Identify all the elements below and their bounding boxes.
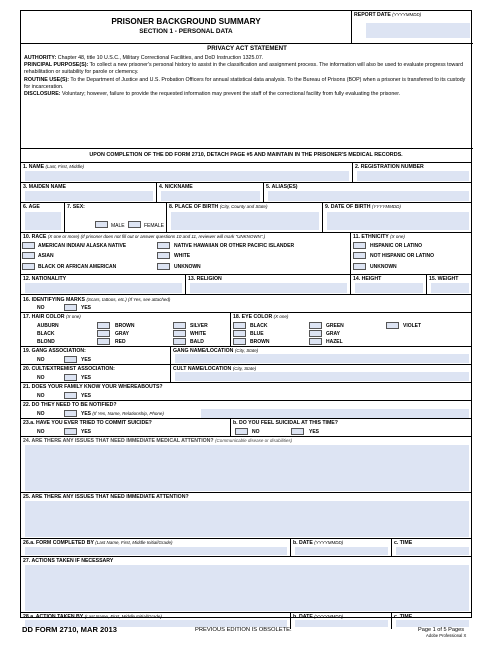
eye-violet-checkbox[interactable] bbox=[386, 322, 399, 329]
alias-input[interactable] bbox=[268, 191, 469, 201]
height-cell: 14. HEIGHT bbox=[351, 275, 427, 294]
completed-time-input[interactable] bbox=[396, 547, 469, 555]
birthplace-input[interactable] bbox=[171, 212, 319, 230]
nickname-input[interactable] bbox=[161, 191, 260, 201]
page-number: Page 1 of 5 Pages bbox=[418, 627, 465, 633]
actions-taken-input[interactable] bbox=[25, 565, 469, 611]
row-gang bbox=[21, 347, 471, 365]
ethnicity-cell: 11. ETHNICITY (X one) HISPANIC OR LATINO NOT HISPANIC OR LATINO UNKNOWN bbox=[353, 234, 434, 270]
authority-text: AUTHORITY: Chapter 48, title 10 U.S.C., Military Correctional Facilities, and DoD Instruction 1325.07. bbox=[24, 55, 264, 61]
hair-red-checkbox[interactable] bbox=[97, 338, 110, 345]
ethnicity-not-hispanic-checkbox[interactable] bbox=[353, 252, 366, 259]
completed-by-input[interactable] bbox=[25, 547, 287, 555]
report-date-label: REPORT DATE (YYYYMMDD) bbox=[354, 12, 422, 18]
privacy-title: PRIVACY ACT STATEMENT bbox=[207, 45, 287, 52]
age-input[interactable] bbox=[25, 212, 61, 230]
row-family: 21. DOES YOUR FAMILY KNOW YOUR WHEREABOUTS? NO YES bbox=[21, 383, 471, 401]
hair-gray-checkbox[interactable] bbox=[97, 330, 110, 337]
religion-cell: 13. RELIGION bbox=[186, 275, 351, 294]
completed-by-cell: 26.a. FORM COMPLETED BY (Last Name, First, Middle Initial/Grade) bbox=[21, 539, 291, 556]
suicide-attempt-no-checkbox[interactable] bbox=[64, 428, 77, 435]
race-asian-checkbox[interactable] bbox=[22, 252, 35, 259]
race-black-checkbox[interactable] bbox=[22, 263, 35, 270]
dob-input[interactable] bbox=[327, 212, 469, 230]
race-white-checkbox[interactable] bbox=[157, 252, 170, 259]
sex-male-checkbox[interactable] bbox=[95, 221, 108, 228]
name-cell: 1. NAME (Last, First, Middle) bbox=[21, 163, 353, 182]
race-nhpi-checkbox[interactable] bbox=[157, 242, 170, 249]
suicide-attempt-cell: 23.a. HAVE YOU EVER TRIED TO COMMIT SUICIDE? NO YES bbox=[21, 419, 231, 436]
weight-cell: 15. WEIGHT bbox=[427, 275, 473, 294]
row-maiden bbox=[21, 183, 471, 203]
row-suicide bbox=[21, 419, 471, 437]
row-hair-eye bbox=[21, 313, 471, 347]
completed-date-input[interactable] bbox=[295, 547, 388, 555]
row-actions-taken: 27. ACTIONS TAKEN IF NECESSARY bbox=[21, 557, 471, 613]
hair-silver-checkbox[interactable] bbox=[173, 322, 186, 329]
section-title: SECTION 1 - PERSONAL DATA bbox=[139, 28, 233, 35]
medical-attention-input[interactable] bbox=[25, 445, 469, 491]
hair-white-checkbox[interactable] bbox=[173, 330, 186, 337]
ethnicity-unknown-checkbox[interactable] bbox=[353, 263, 366, 270]
dob-cell: 9. DATE OF BIRTH (YYYYMMDD) bbox=[323, 203, 473, 232]
gang-cell: 19. GANG ASSOCIATION: NO YES bbox=[21, 347, 171, 364]
medical-records-band: UPON COMPLETION OF THE DD FORM 2710, DETACH PAGE #5 AND MAINTAIN IN THE PRISONER'S MEDICAL RECORDS. bbox=[21, 149, 471, 163]
action-date-input[interactable] bbox=[295, 620, 388, 627]
prisoner-background-form bbox=[20, 10, 472, 618]
gang-location-cell: GANG NAME/LOCATION (City, State) bbox=[171, 347, 473, 364]
height-input[interactable] bbox=[355, 283, 423, 293]
suicidal-now-yes-checkbox[interactable] bbox=[291, 428, 304, 435]
eye-color-cell: 18. EYE COLOR (X one) BLACK BLUE BROWN GREEN GRAY HAZEL VIOLET bbox=[233, 314, 422, 345]
row-name bbox=[21, 163, 471, 183]
form-title: PRISONER BACKGROUND SUMMARY bbox=[111, 17, 261, 26]
row-medical-attention: 24. ARE THERE ANY ISSUES THAT NEED IMMEDIATE MEDICAL ATTENTION? (Communicable disease or disabilities) bbox=[21, 437, 471, 493]
row-age bbox=[21, 203, 471, 233]
nationality-input[interactable] bbox=[25, 283, 182, 293]
action-date-cell: b. DATE (YYYYMMDD) bbox=[291, 613, 392, 629]
eye-green-checkbox[interactable] bbox=[309, 322, 322, 329]
maiden-cell: 3. MAIDEN NAME bbox=[21, 183, 157, 202]
form-id: DD FORM 2710, MAR 2013 bbox=[22, 625, 117, 634]
row-notified: 22. DO THEY NEED TO BE NOTIFIED? NO YES (If Yes, Name, Relationship, Phone) bbox=[21, 401, 471, 419]
age-cell: 6. AGE bbox=[21, 203, 65, 232]
software-note: Adobe Professional X bbox=[426, 633, 467, 638]
suicidal-now-no-checkbox[interactable] bbox=[235, 428, 248, 435]
religion-input[interactable] bbox=[190, 283, 347, 293]
weight-input[interactable] bbox=[431, 283, 469, 293]
suicidal-now-cell: b. DO YOU FEEL SUICIDAL AT THIS TIME? NO YES bbox=[233, 420, 338, 435]
registration-input[interactable] bbox=[357, 171, 469, 181]
eye-brown-checkbox[interactable] bbox=[233, 338, 246, 345]
notified-no-checkbox[interactable] bbox=[64, 410, 77, 417]
name-input[interactable] bbox=[25, 171, 349, 181]
cult-no-checkbox[interactable] bbox=[64, 374, 77, 381]
sex-female-checkbox[interactable] bbox=[128, 221, 141, 228]
family-no-checkbox[interactable] bbox=[64, 392, 77, 399]
race-unknown-checkbox[interactable] bbox=[157, 263, 170, 270]
cult-location-input[interactable] bbox=[175, 372, 469, 381]
edition-note: PREVIOUS EDITION IS OBSOLETE. bbox=[195, 627, 292, 633]
ethnicity-hispanic-checkbox[interactable] bbox=[353, 242, 366, 249]
gang-location-input[interactable] bbox=[175, 354, 469, 363]
completed-time-cell: c. TIME bbox=[392, 539, 473, 556]
birthplace-cell: 8. PLACE OF BIRTH (City, County and State) bbox=[167, 203, 323, 232]
immediate-attention-input[interactable] bbox=[25, 501, 469, 537]
row-cult bbox=[21, 365, 471, 383]
eye-black-checkbox[interactable] bbox=[233, 322, 246, 329]
notified-contact-input[interactable] bbox=[201, 409, 469, 418]
alias-cell: 5. ALIAS(ES) bbox=[264, 183, 473, 202]
disclosure-text: DISCLOSURE: Voluntary; however, failure to provide the requested information may prevent the staff of the correctional facility from fully evaluating the prisoner. bbox=[24, 91, 401, 98]
eye-blue-checkbox[interactable] bbox=[233, 330, 246, 337]
purpose-text: PRINCIPAL PURPOSE(S): To collect a new prisoner's personal history to assist in the classification and assignment process. The information will also be used to evaluate progress toward rehabilitation or suitability for parole or clemency. bbox=[24, 62, 464, 76]
report-date-cell bbox=[351, 11, 473, 43]
registration-cell: 2. REGISTRATION NUMBER bbox=[353, 163, 473, 182]
eye-gray-checkbox[interactable] bbox=[309, 330, 322, 337]
row-nationality bbox=[21, 275, 471, 295]
nationality-cell: 12. NATIONALITY bbox=[21, 275, 186, 294]
report-date-input[interactable] bbox=[366, 23, 470, 38]
action-time-cell: c. TIME bbox=[392, 613, 473, 629]
cult-cell: 20. CULT/EXTREMIST ASSOCIATION: NO YES bbox=[21, 365, 171, 382]
eye-hazel-checkbox[interactable] bbox=[309, 338, 322, 345]
action-by-cell: 28.a. ACTION TAKEN BY (Last Name, First, Middle Initial/Grade) bbox=[21, 613, 291, 629]
row-immediate-attention: 25. ARE THERE ANY ISSUES THAT NEED IMMEDIATE ATTENTION? bbox=[21, 493, 471, 539]
row-identifying-marks: 16. IDENTIFYING MARKS (Scars, tattoos, etc.) (If Yes, see attached) NO YES bbox=[21, 295, 471, 313]
gang-no-checkbox[interactable] bbox=[64, 356, 77, 363]
sex-cell: 7. SEX: MALE FEMALE bbox=[65, 203, 167, 232]
row-race bbox=[21, 233, 471, 275]
marks-no-checkbox[interactable] bbox=[64, 304, 77, 311]
race-aian-checkbox[interactable] bbox=[22, 242, 35, 249]
maiden-name-input[interactable] bbox=[25, 191, 153, 201]
row-completed-by bbox=[21, 539, 471, 557]
race-cell: 10. RACE (X one or more) (If prisoner does not fill out or answer questions 10 and 11, reviewer will mark "UNKNOWN".) AMERICAN INDIAN/ ALASKA NATIVE ASIAN BLACK OR AFRICAN AMERICAN NATIVE HAWAIIAN OR OTHER PACIFIC ISLANDER WHITE UNKNOWN bbox=[21, 233, 351, 274]
routine-text: ROUTINE USE(S): To the Department of Justice and U.S. Probation Officers for annual statistical data analysis. To the Bureau of Prisons (BOP) when a prisoner is transferred to its custody for incarceration. bbox=[24, 76, 466, 90]
nickname-cell: 4. NICKNAME bbox=[157, 183, 264, 202]
cult-location-cell: CULT NAME/LOCATION (City, State) bbox=[171, 365, 473, 382]
action-time-input[interactable] bbox=[396, 620, 469, 627]
hair-color-cell: 17. HAIR COLOR (X one) AUBURN BLACK BLOND BROWN GRAY RED SILVER WHITE BALD bbox=[21, 313, 231, 346]
hair-brown-checkbox[interactable] bbox=[97, 322, 110, 329]
hair-bald-checkbox[interactable] bbox=[173, 338, 186, 345]
completed-date-cell: b. DATE (YYYYMMDD) bbox=[291, 539, 392, 556]
privacy-act-statement bbox=[21, 43, 473, 149]
